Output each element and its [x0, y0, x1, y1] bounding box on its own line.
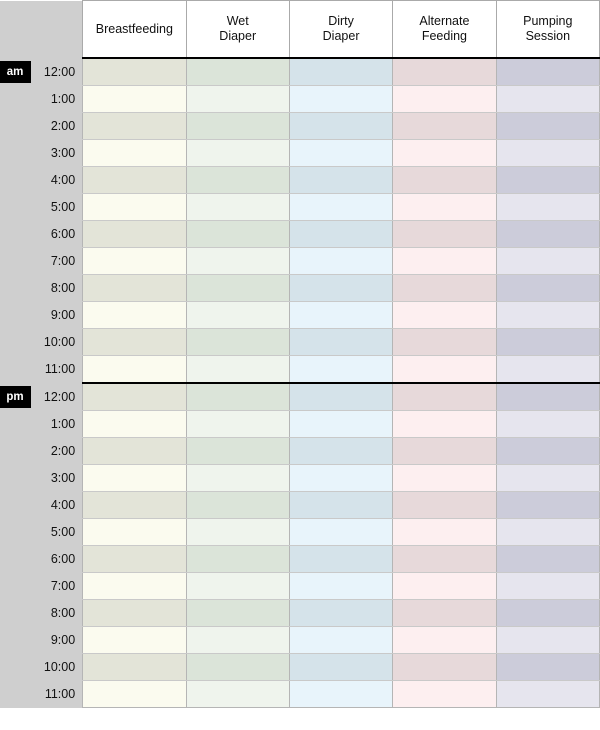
- cell-pumping-session-pm-400[interactable]: [496, 492, 599, 519]
- cell-alternate-feeding-am-900[interactable]: [393, 302, 496, 329]
- cell-alternate-feeding-pm-800[interactable]: [393, 600, 496, 627]
- cell-breastfeeding-pm-600[interactable]: [83, 546, 186, 573]
- table-row: [0, 383, 600, 411]
- time-label: 6:00: [31, 546, 83, 573]
- column-header-dirty-diaper-line1: Dirty: [328, 14, 354, 28]
- table-row: [0, 194, 600, 221]
- cell-pumping-session-pm-600[interactable]: [496, 546, 599, 573]
- cell-alternate-feeding-am-600[interactable]: [393, 221, 496, 248]
- cell-wet-diaper-am-300[interactable]: [186, 140, 289, 167]
- table-row: [0, 329, 600, 356]
- cell-wet-diaper-am-500[interactable]: [186, 194, 289, 221]
- cell-breastfeeding-am-1100[interactable]: [83, 356, 186, 384]
- time-label: 12:00: [31, 383, 83, 411]
- table-row: [0, 681, 600, 708]
- cell-alternate-feeding-am-100[interactable]: [393, 86, 496, 113]
- column-header-breastfeeding: [83, 1, 186, 59]
- column-header-pumping-session: [496, 1, 599, 59]
- cell-pumping-session-am-1100[interactable]: [496, 356, 599, 384]
- cell-breastfeeding-pm-300[interactable]: [83, 465, 186, 492]
- cell-wet-diaper-pm-1100[interactable]: [186, 681, 289, 708]
- cell-dirty-diaper-pm-500[interactable]: [289, 519, 392, 546]
- period-label-cell: [0, 302, 31, 329]
- cell-breastfeeding-pm-900[interactable]: [83, 627, 186, 654]
- period-label-cell: [0, 194, 31, 221]
- table-row: [0, 654, 600, 681]
- cell-alternate-feeding-am-200[interactable]: [393, 113, 496, 140]
- period-label-cell: [0, 356, 31, 384]
- cell-alternate-feeding-am-800[interactable]: [393, 275, 496, 302]
- cell-pumping-session-am-400[interactable]: [496, 167, 599, 194]
- column-header-dirty-diaper: [289, 1, 392, 59]
- time-label: 7:00: [31, 248, 83, 275]
- period-label-cell: [0, 627, 31, 654]
- cell-wet-diaper-am-400[interactable]: [186, 167, 289, 194]
- cell-alternate-feeding-am-400[interactable]: [393, 167, 496, 194]
- cell-wet-diaper-am-100[interactable]: [186, 86, 289, 113]
- time-label: 11:00: [31, 681, 83, 708]
- table-row: [0, 167, 600, 194]
- cell-breastfeeding-pm-700[interactable]: [83, 573, 186, 600]
- cell-wet-diaper-am-1200[interactable]: [186, 58, 289, 86]
- cell-dirty-diaper-am-500[interactable]: [289, 194, 392, 221]
- table-header: [0, 1, 600, 59]
- table-row: [0, 86, 600, 113]
- cell-pumping-session-pm-500[interactable]: [496, 519, 599, 546]
- cell-alternate-feeding-pm-300[interactable]: [393, 465, 496, 492]
- period-label-cell: [0, 465, 31, 492]
- cell-breastfeeding-pm-1200[interactable]: [83, 383, 186, 411]
- column-header-pumping-session-line1: Pumping: [523, 14, 573, 28]
- time-label: 1:00: [31, 86, 83, 113]
- cell-dirty-diaper-am-900[interactable]: [289, 302, 392, 329]
- time-label: 10:00: [31, 654, 83, 681]
- time-label: 12:00: [31, 58, 83, 86]
- cell-wet-diaper-pm-100[interactable]: [186, 411, 289, 438]
- cell-dirty-diaper-pm-100[interactable]: [289, 411, 392, 438]
- corner-cell-time: [31, 1, 83, 59]
- cell-breastfeeding-am-300[interactable]: [83, 140, 186, 167]
- cell-breastfeeding-pm-100[interactable]: [83, 411, 186, 438]
- cell-wet-diaper-pm-300[interactable]: [186, 465, 289, 492]
- cell-wet-diaper-pm-700[interactable]: [186, 573, 289, 600]
- cell-pumping-session-am-100[interactable]: [496, 86, 599, 113]
- cell-wet-diaper-am-200[interactable]: [186, 113, 289, 140]
- cell-breastfeeding-pm-1000[interactable]: [83, 654, 186, 681]
- column-header-dirty-diaper-line2: Diaper: [322, 29, 360, 43]
- period-label-cell: [0, 519, 31, 546]
- table-row: [0, 140, 600, 167]
- cell-pumping-session-pm-1100[interactable]: [496, 681, 599, 708]
- cell-breastfeeding-pm-800[interactable]: [83, 600, 186, 627]
- time-label: 3:00: [31, 465, 83, 492]
- period-label-cell: [0, 492, 31, 519]
- cell-breastfeeding-am-600[interactable]: [83, 221, 186, 248]
- time-label: 9:00: [31, 627, 83, 654]
- cell-pumping-session-pm-1000[interactable]: [496, 654, 599, 681]
- time-label: 4:00: [31, 167, 83, 194]
- cell-wet-diaper-pm-400[interactable]: [186, 492, 289, 519]
- cell-pumping-session-am-1200[interactable]: [496, 58, 599, 86]
- cell-pumping-session-am-1000[interactable]: [496, 329, 599, 356]
- period-label-cell: [0, 275, 31, 302]
- cell-dirty-diaper-am-1100[interactable]: [289, 356, 392, 384]
- cell-pumping-session-am-200[interactable]: [496, 113, 599, 140]
- cell-breastfeeding-am-400[interactable]: [83, 167, 186, 194]
- cell-alternate-feeding-pm-600[interactable]: [393, 546, 496, 573]
- cell-pumping-session-am-300[interactable]: [496, 140, 599, 167]
- table-row: [0, 519, 600, 546]
- time-label: 2:00: [31, 113, 83, 140]
- cell-wet-diaper-pm-800[interactable]: [186, 600, 289, 627]
- cell-wet-diaper-pm-900[interactable]: [186, 627, 289, 654]
- cell-breastfeeding-pm-400[interactable]: [83, 492, 186, 519]
- period-label-cell: [0, 140, 31, 167]
- cell-dirty-diaper-pm-1200[interactable]: [289, 383, 392, 411]
- period-label-cell: [0, 573, 31, 600]
- cell-dirty-diaper-am-1200[interactable]: [289, 58, 392, 86]
- cell-wet-diaper-pm-200[interactable]: [186, 438, 289, 465]
- cell-wet-diaper-am-800[interactable]: [186, 275, 289, 302]
- period-label-cell: [0, 681, 31, 708]
- cell-dirty-diaper-am-100[interactable]: [289, 86, 392, 113]
- column-header-alternate-feeding-line1: Alternate: [419, 14, 470, 28]
- column-header-breastfeeding-line1: Breastfeeding: [95, 21, 173, 36]
- cell-dirty-diaper-am-200[interactable]: [289, 113, 392, 140]
- cell-dirty-diaper-pm-1000[interactable]: [289, 654, 392, 681]
- cell-pumping-session-am-700[interactable]: [496, 248, 599, 275]
- cell-dirty-diaper-pm-900[interactable]: [289, 627, 392, 654]
- cell-pumping-session-pm-300[interactable]: [496, 465, 599, 492]
- time-label: 8:00: [31, 275, 83, 302]
- table-row: [0, 248, 600, 275]
- table-row: [0, 600, 600, 627]
- time-label: 4:00: [31, 492, 83, 519]
- cell-wet-diaper-am-600[interactable]: [186, 221, 289, 248]
- period-badge-pm: pm: [0, 386, 31, 408]
- time-label: 8:00: [31, 600, 83, 627]
- cell-dirty-diaper-pm-800[interactable]: [289, 600, 392, 627]
- cell-pumping-session-pm-700[interactable]: [496, 573, 599, 600]
- cell-pumping-session-pm-1200[interactable]: [496, 383, 599, 411]
- cell-pumping-session-am-500[interactable]: [496, 194, 599, 221]
- cell-alternate-feeding-am-1000[interactable]: [393, 329, 496, 356]
- cell-breastfeeding-am-500[interactable]: [83, 194, 186, 221]
- cell-breastfeeding-pm-500[interactable]: [83, 519, 186, 546]
- period-label-cell: [0, 438, 31, 465]
- cell-breastfeeding-am-1000[interactable]: [83, 329, 186, 356]
- cell-alternate-feeding-pm-1200[interactable]: [393, 383, 496, 411]
- period-label-cell: [0, 86, 31, 113]
- period-label-cell: [0, 329, 31, 356]
- cell-pumping-session-pm-900[interactable]: [496, 627, 599, 654]
- table-row: [0, 438, 600, 465]
- time-label: 3:00: [31, 140, 83, 167]
- cell-breastfeeding-am-1200[interactable]: [83, 58, 186, 86]
- cell-dirty-diaper-pm-600[interactable]: [289, 546, 392, 573]
- cell-breastfeeding-pm-1100[interactable]: [83, 681, 186, 708]
- cell-wet-diaper-am-700[interactable]: [186, 248, 289, 275]
- table-row: [0, 492, 600, 519]
- cell-breastfeeding-am-800[interactable]: [83, 275, 186, 302]
- period-label-cell: [0, 113, 31, 140]
- table-row: [0, 356, 600, 384]
- cell-wet-diaper-am-1000[interactable]: [186, 329, 289, 356]
- column-header-wet-diaper-line1: Wet: [226, 14, 249, 28]
- cell-wet-diaper-am-1100[interactable]: [186, 356, 289, 384]
- cell-breastfeeding-pm-200[interactable]: [83, 438, 186, 465]
- period-label-cell: [0, 167, 31, 194]
- cell-pumping-session-am-800[interactable]: [496, 275, 599, 302]
- cell-wet-diaper-pm-1200[interactable]: [186, 383, 289, 411]
- cell-breastfeeding-am-700[interactable]: [83, 248, 186, 275]
- table-row: [0, 302, 600, 329]
- table-row: [0, 465, 600, 492]
- cell-alternate-feeding-am-500[interactable]: [393, 194, 496, 221]
- cell-alternate-feeding-am-1200[interactable]: [393, 58, 496, 86]
- cell-alternate-feeding-pm-700[interactable]: [393, 573, 496, 600]
- time-label: 11:00: [31, 356, 83, 384]
- header-row: [0, 1, 600, 59]
- time-label: 2:00: [31, 438, 83, 465]
- table-row: [0, 627, 600, 654]
- time-label: 7:00: [31, 573, 83, 600]
- cell-alternate-feeding-pm-400[interactable]: [393, 492, 496, 519]
- table-row: [0, 275, 600, 302]
- cell-dirty-diaper-am-1000[interactable]: [289, 329, 392, 356]
- cell-alternate-feeding-pm-500[interactable]: [393, 519, 496, 546]
- cell-alternate-feeding-am-1100[interactable]: [393, 356, 496, 384]
- cell-wet-diaper-am-900[interactable]: [186, 302, 289, 329]
- time-label: 9:00: [31, 302, 83, 329]
- period-label-cell: [0, 654, 31, 681]
- time-label: 5:00: [31, 519, 83, 546]
- column-header-pumping-session-line2: Session: [525, 29, 571, 43]
- table-row: [0, 113, 600, 140]
- cell-pumping-session-am-600[interactable]: [496, 221, 599, 248]
- cell-dirty-diaper-pm-700[interactable]: [289, 573, 392, 600]
- cell-alternate-feeding-am-300[interactable]: [393, 140, 496, 167]
- table-row: [0, 546, 600, 573]
- time-label: 1:00: [31, 411, 83, 438]
- period-label-cell: [0, 600, 31, 627]
- cell-dirty-diaper-am-300[interactable]: [289, 140, 392, 167]
- cell-alternate-feeding-pm-1100[interactable]: [393, 681, 496, 708]
- cell-wet-diaper-pm-600[interactable]: [186, 546, 289, 573]
- cell-alternate-feeding-pm-900[interactable]: [393, 627, 496, 654]
- cell-dirty-diaper-am-400[interactable]: [289, 167, 392, 194]
- period-label-cell: [0, 221, 31, 248]
- cell-dirty-diaper-pm-400[interactable]: [289, 492, 392, 519]
- cell-pumping-session-pm-800[interactable]: [496, 600, 599, 627]
- period-label-cell: [0, 383, 31, 411]
- cell-pumping-session-am-900[interactable]: [496, 302, 599, 329]
- cell-dirty-diaper-pm-1100[interactable]: [289, 681, 392, 708]
- time-label: 10:00: [31, 329, 83, 356]
- column-header-alternate-feeding-line2: Feeding: [421, 29, 468, 43]
- cell-breastfeeding-am-900[interactable]: [83, 302, 186, 329]
- period-label-cell: [0, 248, 31, 275]
- cell-wet-diaper-pm-500[interactable]: [186, 519, 289, 546]
- cell-dirty-diaper-am-600[interactable]: [289, 221, 392, 248]
- table-row: [0, 573, 600, 600]
- cell-breastfeeding-am-100[interactable]: [83, 86, 186, 113]
- column-header-wet-diaper: [186, 1, 289, 59]
- cell-pumping-session-pm-200[interactable]: [496, 438, 599, 465]
- cell-breastfeeding-am-200[interactable]: [83, 113, 186, 140]
- cell-dirty-diaper-am-800[interactable]: [289, 275, 392, 302]
- column-header-wet-diaper-line2: Diaper: [219, 29, 257, 43]
- corner-cell-ampm: [0, 1, 31, 59]
- cell-pumping-session-pm-100[interactable]: [496, 411, 599, 438]
- period-badge-am: am: [0, 61, 31, 83]
- period-label-cell: [0, 546, 31, 573]
- column-header-alternate-feeding: [393, 1, 496, 59]
- period-label-cell: [0, 58, 31, 86]
- time-label: 6:00: [31, 221, 83, 248]
- cell-dirty-diaper-pm-300[interactable]: [289, 465, 392, 492]
- table-row: [0, 411, 600, 438]
- cell-alternate-feeding-am-700[interactable]: [393, 248, 496, 275]
- table-body: [0, 58, 600, 708]
- cell-alternate-feeding-pm-200[interactable]: [393, 438, 496, 465]
- time-label: 5:00: [31, 194, 83, 221]
- cell-alternate-feeding-pm-1000[interactable]: [393, 654, 496, 681]
- table-row: [0, 58, 600, 86]
- cell-alternate-feeding-pm-100[interactable]: [393, 411, 496, 438]
- table-row: [0, 221, 600, 248]
- period-label-cell: [0, 411, 31, 438]
- cell-dirty-diaper-am-700[interactable]: [289, 248, 392, 275]
- cell-wet-diaper-pm-1000[interactable]: [186, 654, 289, 681]
- cell-dirty-diaper-pm-200[interactable]: [289, 438, 392, 465]
